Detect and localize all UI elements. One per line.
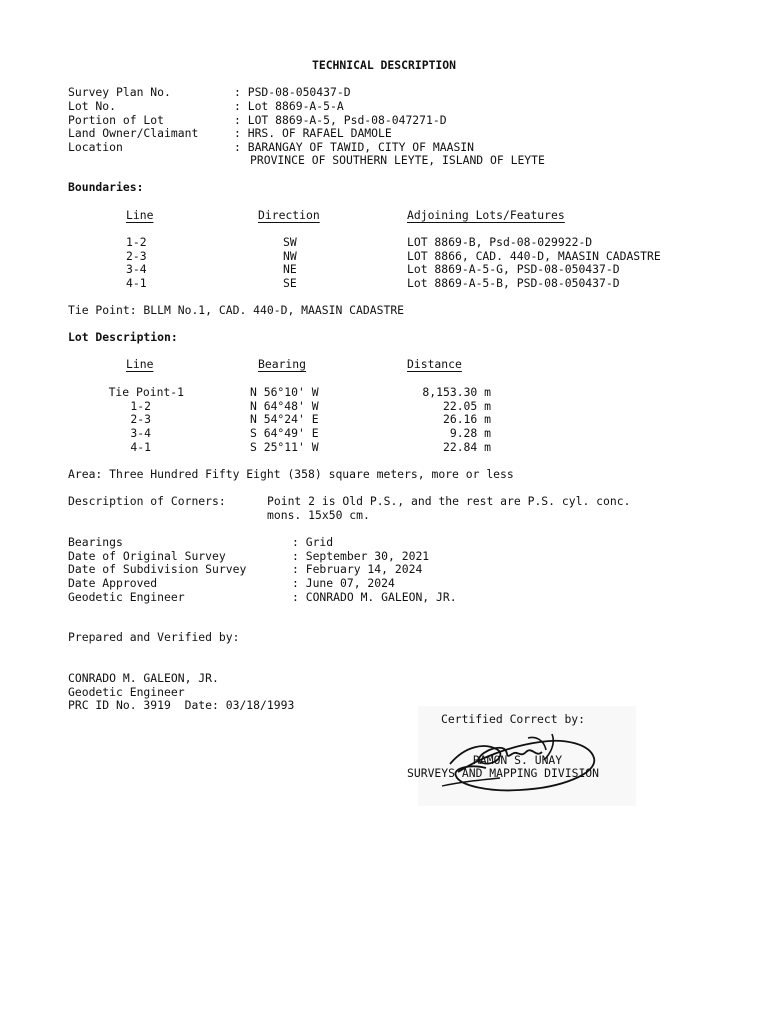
info-label: Bearings xyxy=(68,535,123,549)
column-header: Distance xyxy=(407,357,462,371)
field-label: Portion of Lot xyxy=(68,113,165,127)
field-value-continued: PROVINCE OF SOUTHERN LEYTE, ISLAND OF LEYTE xyxy=(250,153,545,167)
line-cell: 4-1 xyxy=(130,440,151,454)
certifier-division: SURVEYS AND MAPPING DIVISION xyxy=(407,766,600,780)
prc-id: PRC ID No. 3919 Date: 03/18/1993 xyxy=(68,698,295,712)
bearing-cell: N 56°10' W xyxy=(250,385,319,399)
bearing-cell: N 54°24' E xyxy=(250,412,319,426)
field-label: Location xyxy=(68,140,123,154)
prepared-heading: Prepared and Verified by: xyxy=(68,630,240,644)
adjoining-cell: Lot 8869-A-5-G, PSD-08-050437-D xyxy=(407,262,620,276)
direction-cell: NE xyxy=(283,262,297,276)
field-value: : HRS. OF RAFAEL DAMOLE xyxy=(234,126,392,140)
info-value: : CONRADO M. GALEON, JR. xyxy=(292,590,457,604)
bearing-cell: S 64°49' E xyxy=(250,426,319,440)
info-value: : Grid xyxy=(292,535,334,549)
field-value: : PSD-08-050437-D xyxy=(234,85,351,99)
distance-cell: 8,153.30 m xyxy=(422,385,491,399)
line-cell: 1-2 xyxy=(130,399,151,413)
direction-cell: SE xyxy=(283,276,297,290)
adjoining-cell: LOT 8866, CAD. 440-D, MAASIN CADASTRE xyxy=(407,249,661,263)
line-cell: Tie Point-1 xyxy=(108,385,184,399)
page-title: TECHNICAL DESCRIPTION xyxy=(311,58,456,72)
info-value: : September 30, 2021 xyxy=(292,549,430,563)
distance-cell: 22.84 m xyxy=(442,440,491,454)
line-cell: 3-4 xyxy=(126,262,147,276)
line-cell: 4-1 xyxy=(126,276,147,290)
distance-cell: 9.28 m xyxy=(449,426,491,440)
tie-point: Tie Point: BLLM No.1, CAD. 440-D, MAASIN CADASTRE xyxy=(68,303,405,317)
line-cell: 1-2 xyxy=(126,235,147,249)
field-label: Survey Plan No. xyxy=(68,85,171,99)
engineer-title: Geodetic Engineer xyxy=(68,685,185,699)
corners-text-continued: mons. 15x50 cm. xyxy=(267,508,370,522)
bearing-cell: N 64°48' W xyxy=(250,399,319,413)
line-cell: 2-3 xyxy=(126,249,147,263)
field-value: : BARANGAY OF TAWID, CITY OF MAASIN xyxy=(234,140,475,154)
lot-description-heading: Lot Description: xyxy=(68,330,178,344)
engineer-name: CONRADO M. GALEON, JR. xyxy=(68,671,219,685)
column-header: Line xyxy=(126,208,154,222)
field-value: : LOT 8869-A-5, Psd-08-047271-D xyxy=(234,113,447,127)
corners-text: Point 2 is Old P.S., and the rest are P.S. cyl. conc. xyxy=(267,494,631,508)
info-label: Geodetic Engineer xyxy=(68,590,185,604)
info-value: : February 14, 2024 xyxy=(292,562,423,576)
distance-cell: 26.16 m xyxy=(442,412,491,426)
column-header: Line xyxy=(126,357,154,371)
column-header: Adjoining Lots/Features xyxy=(407,208,565,222)
boundaries-heading: Boundaries: xyxy=(68,180,144,194)
field-label: Land Owner/Claimant xyxy=(68,126,199,140)
column-header: Bearing xyxy=(258,357,307,371)
field-label: Lot No. xyxy=(68,99,117,113)
line-cell: 2-3 xyxy=(130,412,151,426)
line-cell: 3-4 xyxy=(130,426,151,440)
certifier-name: RAMON S. UNAY xyxy=(473,753,563,767)
column-header: Direction xyxy=(258,208,320,222)
bearing-cell: S 25°11' W xyxy=(250,440,319,454)
adjoining-cell: Lot 8869-A-5-B, PSD-08-050437-D xyxy=(407,276,620,290)
field-value: : Lot 8869-A-5-A xyxy=(234,99,344,113)
info-label: Date Approved xyxy=(68,576,158,590)
adjoining-cell: LOT 8869-B, Psd-08-029922-D xyxy=(407,235,593,249)
info-label: Date of Original Survey xyxy=(68,549,226,563)
info-label: Date of Subdivision Survey xyxy=(68,562,247,576)
info-value: : June 07, 2024 xyxy=(292,576,395,590)
certified-heading: Certified Correct by: xyxy=(441,712,586,726)
distance-cell: 22.05 m xyxy=(442,399,491,413)
corners-label: Description of Corners: xyxy=(68,494,226,508)
direction-cell: SW xyxy=(283,235,297,249)
direction-cell: NW xyxy=(283,249,297,263)
area-text: Area: Three Hundred Fifty Eight (358) square meters, more or less xyxy=(68,467,514,481)
